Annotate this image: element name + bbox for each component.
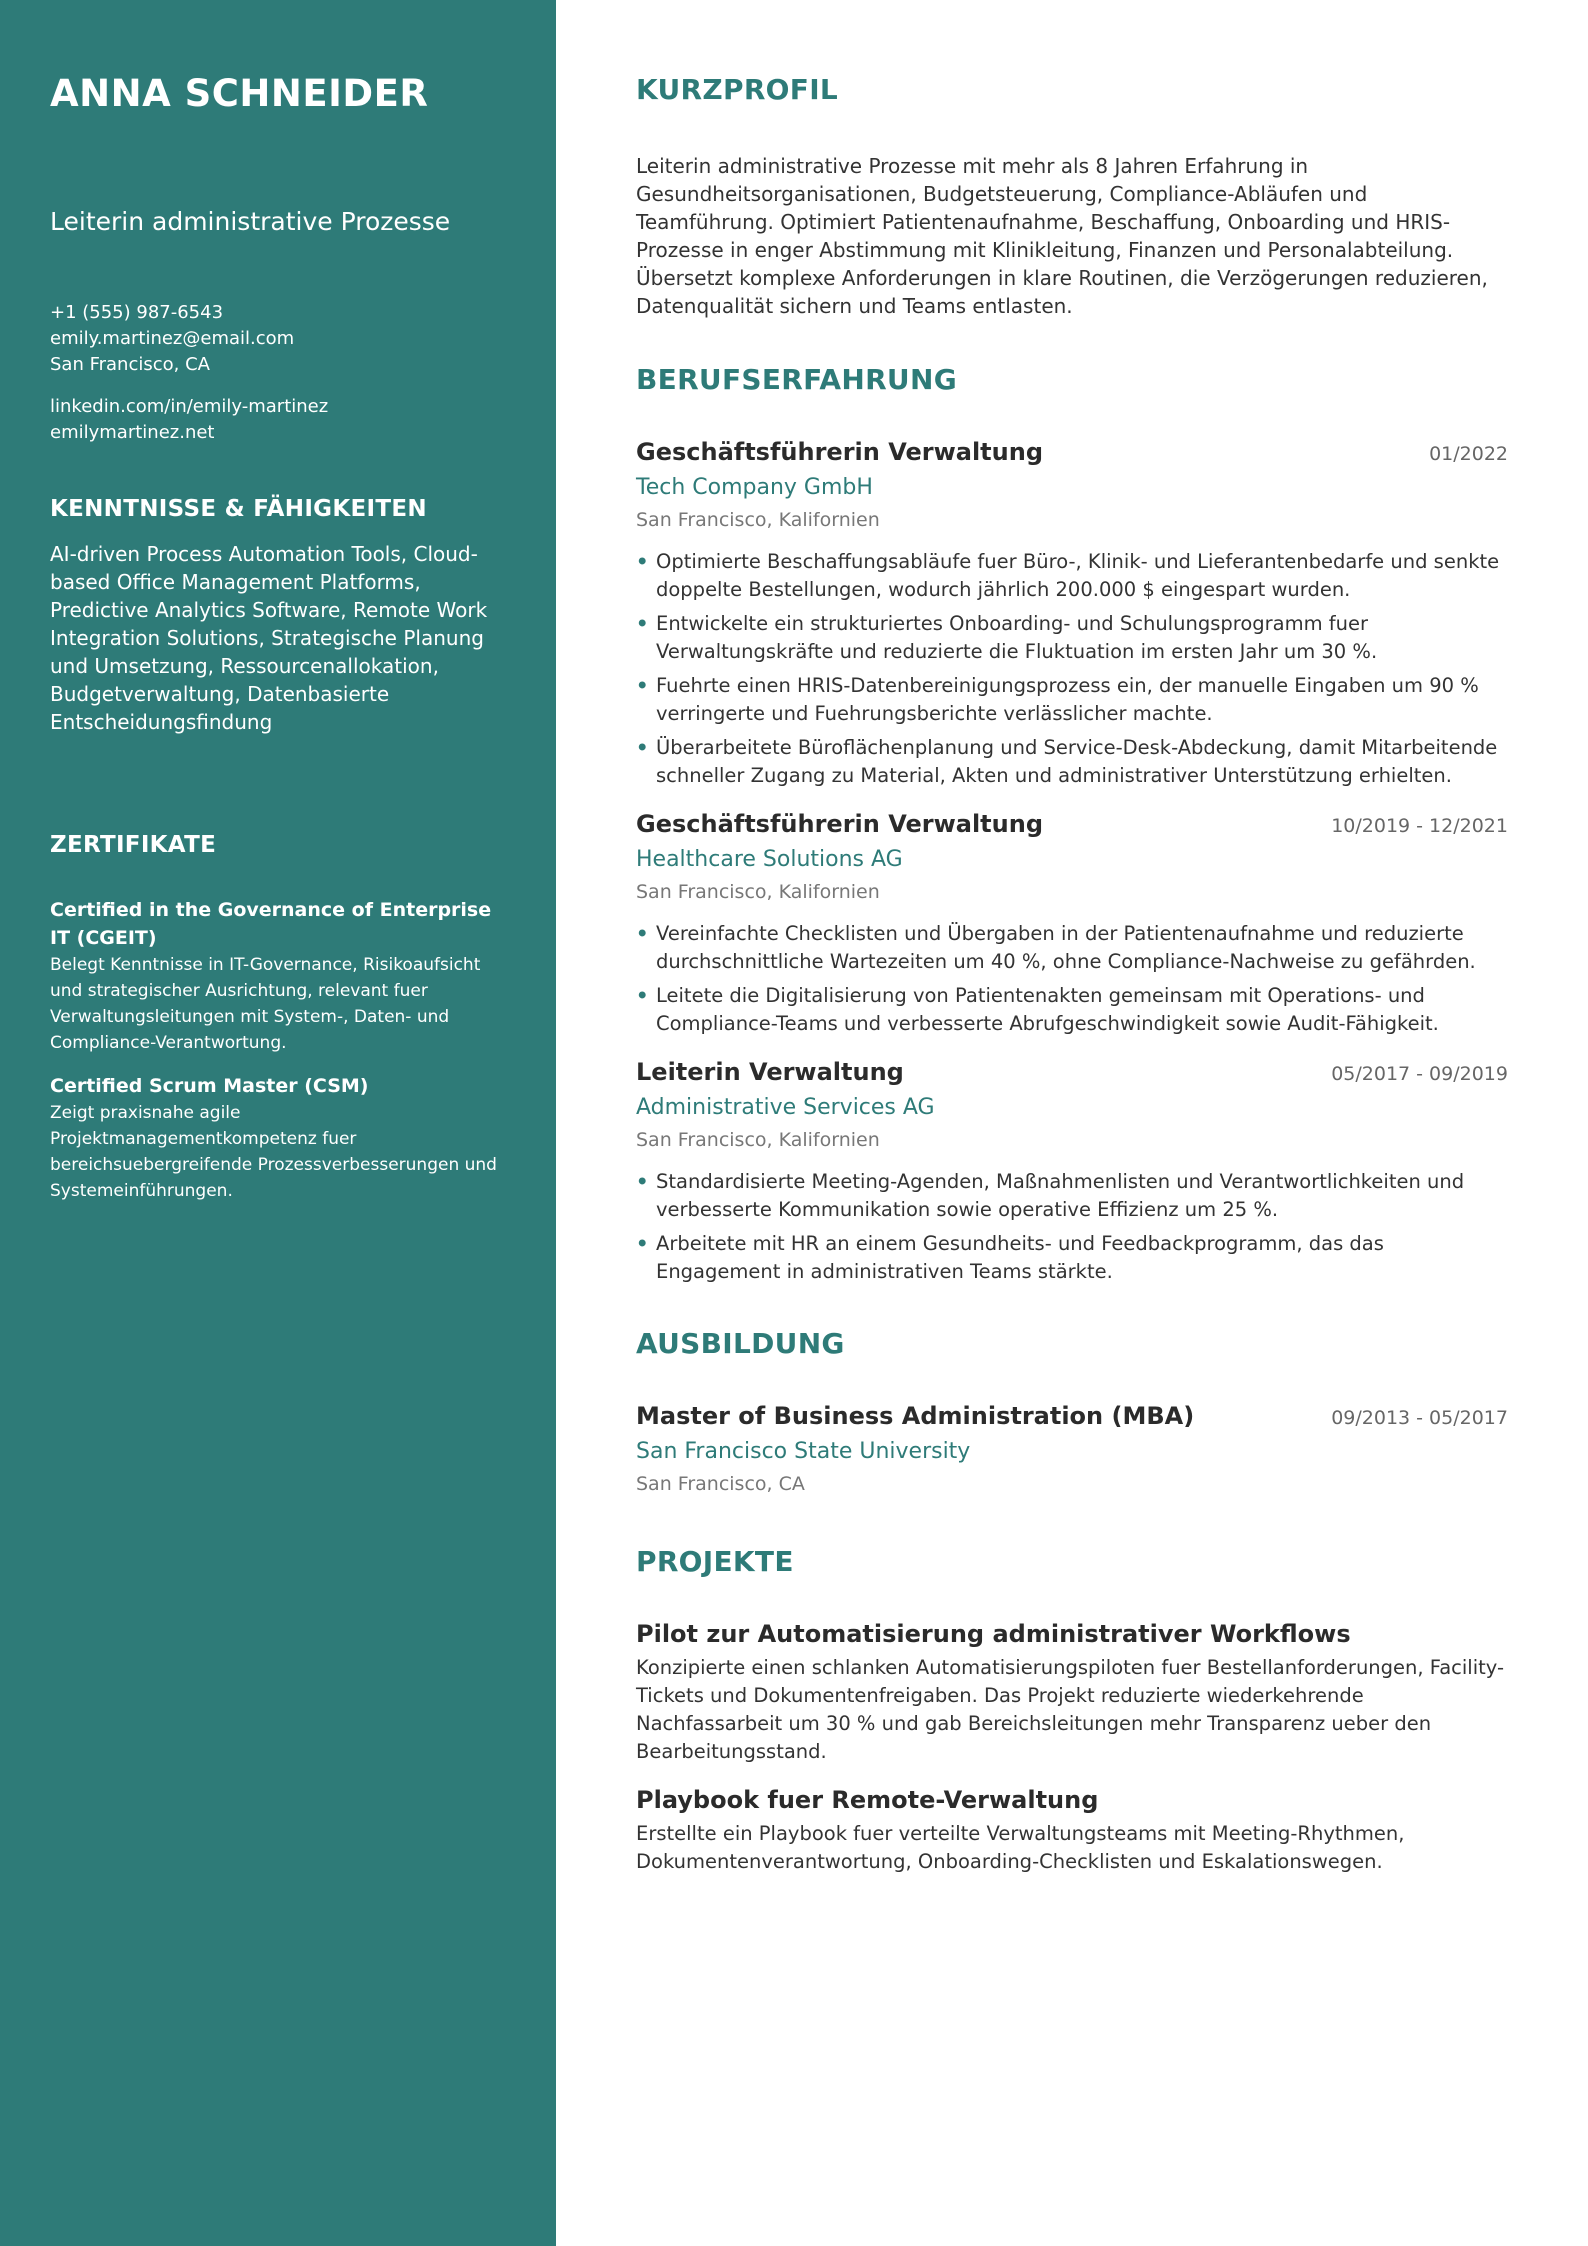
job-bullet-text: Fuehrte einen HRIS-Datenbereinigungsprozess ein, der manuelle Eingaben um 90 % verringerte und Fuehrungsberichte verlässlicher machte. — [656, 674, 1479, 725]
project-description: Konzipierte einen schlanken Automatisierungspiloten fuer Bestellanforderungen, Facility-Tickets und Dokumentenfreigaben. Das Projekt reduzierte wiederkehrende Nachfassarbeit um 30 % und gab Bereichsleitungen mehr Transparenz ueber den Bearbeitungsstand. — [636, 1656, 1505, 1763]
education-degree: Master of Business Administration (MBA) — [636, 1402, 1195, 1430]
job-bullets — [636, 1168, 1508, 1286]
job-bullet-text: Arbeitete mit HR an einem Gesundheits- und Feedbackprogramm, das das Engagement in administrativen Teams stärkte. — [656, 1232, 1384, 1283]
project-entry — [636, 1784, 1508, 1876]
job-bullet-text: Optimierte Beschaffungsabläufe fuer Büro-, Klinik- und Lieferantenbedarfe und senkte doppelte Bestellungen, wodurch jährlich 200.000 $ eingespart wurden. — [656, 550, 1500, 601]
job-bullet — [636, 1168, 1508, 1224]
profile-heading: KURZPROFIL — [636, 73, 839, 106]
job-location: San Francisco, Kalifornien — [636, 1129, 880, 1151]
job-bullet — [636, 920, 1508, 976]
education-school: San Francisco State University — [636, 1439, 971, 1464]
links-block — [50, 394, 506, 446]
job-location: San Francisco, Kalifornien — [636, 881, 880, 903]
certificate-description: Belegt Kenntnisse in IT-Governance, Risikoaufsicht und strategischer Ausrichtung, relevant fuer Verwaltungsleitungen mit System-, Daten- und Compliance-Verantwortung. — [50, 955, 481, 1053]
contact-phone[interactable]: +1 (555) 987-6543 — [50, 302, 224, 323]
job-bullet-text: Standardisierte Meeting-Agenden, Maßnahmenlisten und Verantwortlichkeiten und verbesserte Kommunikation sowie operative Effizienz um 25 %. — [656, 1170, 1465, 1221]
bullet-icon: • — [636, 736, 649, 759]
project-title: Pilot zur Automatisierung administrativer Workflows — [636, 1620, 1351, 1648]
website-link[interactable]: emilymartinez.net — [50, 422, 215, 443]
job-bullet-text: Leitete die Digitalisierung von Patientenakten gemeinsam mit Operations- und Compliance-Teams und verbesserte Abrufgeschwindigkeit sowie Audit-Fähigkeit. — [656, 984, 1439, 1035]
job-entry — [636, 436, 1508, 790]
bullet-icon: • — [636, 550, 649, 573]
certificates-heading: ZERTIFIKATE — [50, 832, 217, 858]
bullet-icon: • — [636, 1232, 649, 1255]
job-bullets — [636, 920, 1508, 1038]
job-bullet — [636, 610, 1508, 666]
certificate-item — [50, 1072, 506, 1204]
job-bullet-text: Entwickelte ein strukturiertes Onboarding- und Schulungsprogramm fuer Verwaltungskräfte und reduzierte die Fluktuation im ersten Jahr um 30 %. — [656, 612, 1378, 663]
job-bullet — [636, 672, 1508, 728]
education-location: San Francisco, CA — [636, 1473, 805, 1495]
candidate-title: Leiterin administrative Prozesse — [50, 207, 451, 236]
skills-text: AI-driven Process Automation Tools, Cloud-based Office Management Platforms, Predictive Analytics Software, Remote Work Integration Solutions, Strategische Planung und Umsetzung, Ressourcenallokation, Budgetverwaltung, Datenbasierte Entscheidungsfindung — [50, 542, 488, 734]
contact-block — [50, 300, 506, 378]
job-date: 01/2022 — [1429, 443, 1508, 465]
job-bullet — [636, 734, 1508, 790]
skills-heading: KENNTNISSE & FÄHIGKEITEN — [50, 496, 427, 522]
experience-heading: BERUFSERFAHRUNG — [636, 363, 957, 396]
education-entry — [636, 1400, 1508, 1498]
main-content — [636, 72, 1508, 1876]
certificate-name: Certified in the Governance of Enterprise IT (CGEIT) — [50, 899, 492, 949]
project-description: Erstellte ein Playbook fuer verteilte Verwaltungsteams mit Meeting-Rhythmen, Dokumentenverantwortung, Onboarding-Checklisten und Eskalationswegen. — [636, 1822, 1405, 1873]
sidebar — [0, 0, 556, 2246]
job-bullet-text: Vereinfachte Checklisten und Übergaben in der Patientenaufnahme und reduzierte durchschnittliche Wartezeiten um 40 %, ohne Compliance-Nachweise zu gefährden. — [656, 922, 1476, 973]
project-entry — [636, 1618, 1508, 1766]
bullet-icon: • — [636, 984, 649, 1007]
job-location: San Francisco, Kalifornien — [636, 509, 880, 531]
job-bullets — [636, 548, 1508, 790]
certificate-description: Zeigt praxisnahe agile Projektmanagementkompetenz fuer bereichsuebergreifende Prozessverbesserungen und Systemeinführungen. — [50, 1103, 497, 1201]
job-date: 05/2017 - 09/2019 — [1331, 1063, 1508, 1085]
projects-heading: PROJEKTE — [636, 1545, 794, 1578]
certificate-name: Certified Scrum Master (CSM) — [50, 1075, 369, 1097]
job-bullet — [636, 1230, 1508, 1286]
project-title: Playbook fuer Remote-Verwaltung — [636, 1786, 1099, 1814]
certificates-list — [50, 896, 506, 1204]
candidate-name: ANNA SCHNEIDER — [50, 72, 429, 115]
linkedin-link[interactable]: linkedin.com/in/emily-martinez — [50, 396, 329, 417]
job-bullet — [636, 982, 1508, 1038]
job-company: Tech Company GmbH — [636, 475, 873, 500]
bullet-icon: • — [636, 612, 649, 635]
job-bullet — [636, 548, 1508, 604]
certificate-item — [50, 896, 506, 1056]
job-title: Geschäftsführerin Verwaltung — [636, 438, 1043, 466]
job-company: Administrative Services AG — [636, 1095, 935, 1120]
job-entry — [636, 1056, 1508, 1286]
bullet-icon: • — [636, 1170, 649, 1193]
bullet-icon: • — [636, 674, 649, 697]
job-company: Healthcare Solutions AG — [636, 847, 903, 872]
job-date: 10/2019 - 12/2021 — [1331, 815, 1508, 837]
education-heading: AUSBILDUNG — [636, 1327, 845, 1360]
job-title: Geschäftsführerin Verwaltung — [636, 810, 1043, 838]
education-date: 09/2013 - 05/2017 — [1331, 1407, 1508, 1429]
bullet-icon: • — [636, 922, 649, 945]
contact-location: San Francisco, CA — [50, 354, 210, 375]
contact-email[interactable]: emily.martinez@email.com — [50, 328, 295, 349]
job-entry — [636, 808, 1508, 1038]
job-title: Leiterin Verwaltung — [636, 1058, 904, 1086]
profile-text: Leiterin administrative Prozesse mit mehr als 8 Jahren Erfahrung in Gesundheitsorganisationen, Budgetsteuerung, Compliance-Abläufen und Teamführung. Optimiert Patientenaufnahme, Beschaffung, Onboarding und HRIS-Prozesse in enger Abstimmung mit Klinikleitung, Finanzen und Personalabteilung. Übersetzt komplexe Anforderungen in klare Routinen, die Verzögerungen reduzieren, Datenqualität sichern und Teams entlasten. — [636, 154, 1488, 318]
job-bullet-text: Überarbeitete Büroflächenplanung und Service-Desk-Abdeckung, damit Mitarbeitende schneller Zugang zu Material, Akten und administrativer Unterstützung erhielten. — [656, 736, 1498, 787]
